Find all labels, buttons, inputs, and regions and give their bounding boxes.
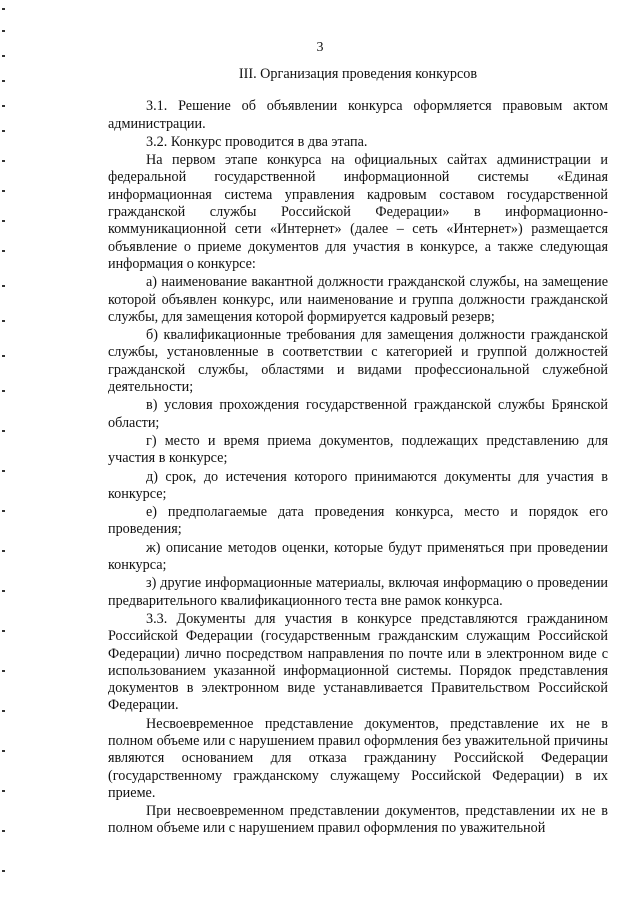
list-item-a: а) наименование вакантной должности гражданской службы, на замещение которой объявлен конкурс, или наименование и группа должности гражданской службы, для замещения которой формируется кадровый резерв;: [108, 274, 608, 325]
page-number: 3: [316, 40, 324, 55]
paragraph-valid-reason: При несвоевременном представлении документов, представлении их не в полном объеме или с нарушением правил оформления по уважительной: [108, 803, 608, 837]
list-item-e: е) предполагаемые дата проведения конкурса, место и порядок его проведения;: [108, 504, 608, 538]
list-item-zh: ж) описание методов оценки, которые будут применяться при проведении конкурса;: [108, 539, 608, 574]
paragraph-first-stage: На первом этапе конкурса на официальных сайтах администрации и федеральной государственной информационной системы «Единая информационная система управления кадровым составом государственной гражданской службы Российской Федерации» в информационно-коммуникационной сети «Интернет» (далее – сеть «Интернет») размещается объявление о приеме документов для участия в конкурсе, а также следующая информация о конкурсе:: [108, 152, 608, 272]
binding-margin-marks: [2, 0, 10, 905]
list-item-d: д) срок, до истечения которого принимаются документы для участия в конкурсе;: [108, 468, 608, 502]
list-item-z: з) другие информационные материалы, включая информацию о проведении предварительного квалификационного теста вне рамок конкурса.: [108, 575, 608, 609]
paragraph-3-3: 3.3. Документы для участия в конкурсе представляются гражданином Российской Федерации (государственным гражданским служащим Российской Федерации) лично посредством направления по почте или в электронном виде с использованием указанной информационной системы. Порядок представления документов в электронном виде устанавливается Правительством Российской Федерации.: [108, 610, 608, 714]
list-item-v: в) условия прохождения государственной гражданской службы Брянской области;: [108, 397, 608, 431]
list-item-g: г) место и время приема документов, подлежащих представлению для участия в конкурсе;: [108, 432, 608, 467]
document-body: [108, 62, 608, 839]
paragraph-3-2: 3.2. Конкурс проводится в два этапа.: [146, 133, 368, 150]
section-title: III. Организация проведения конкурсов: [238, 66, 478, 82]
paragraph-3-1: 3.1. Решение об объявлении конкурса оформляется правовым актом администрации.: [108, 98, 608, 132]
paragraph-late-submission: Несвоевременное представление документов, представление их не в полном объеме или с нарушением правил оформления без уважительной причины являются основанием для отказа гражданину Российской Федерации (государственному гражданскому служащему Российской Федерации) в их приеме.: [108, 715, 608, 801]
list-item-b: б) квалификационные требования для замещения должности гражданской службы, установленные в соответствии с категорией и группой должностей гражданской службы, областями и видами профессиональной служебной деятельности;: [108, 327, 608, 396]
